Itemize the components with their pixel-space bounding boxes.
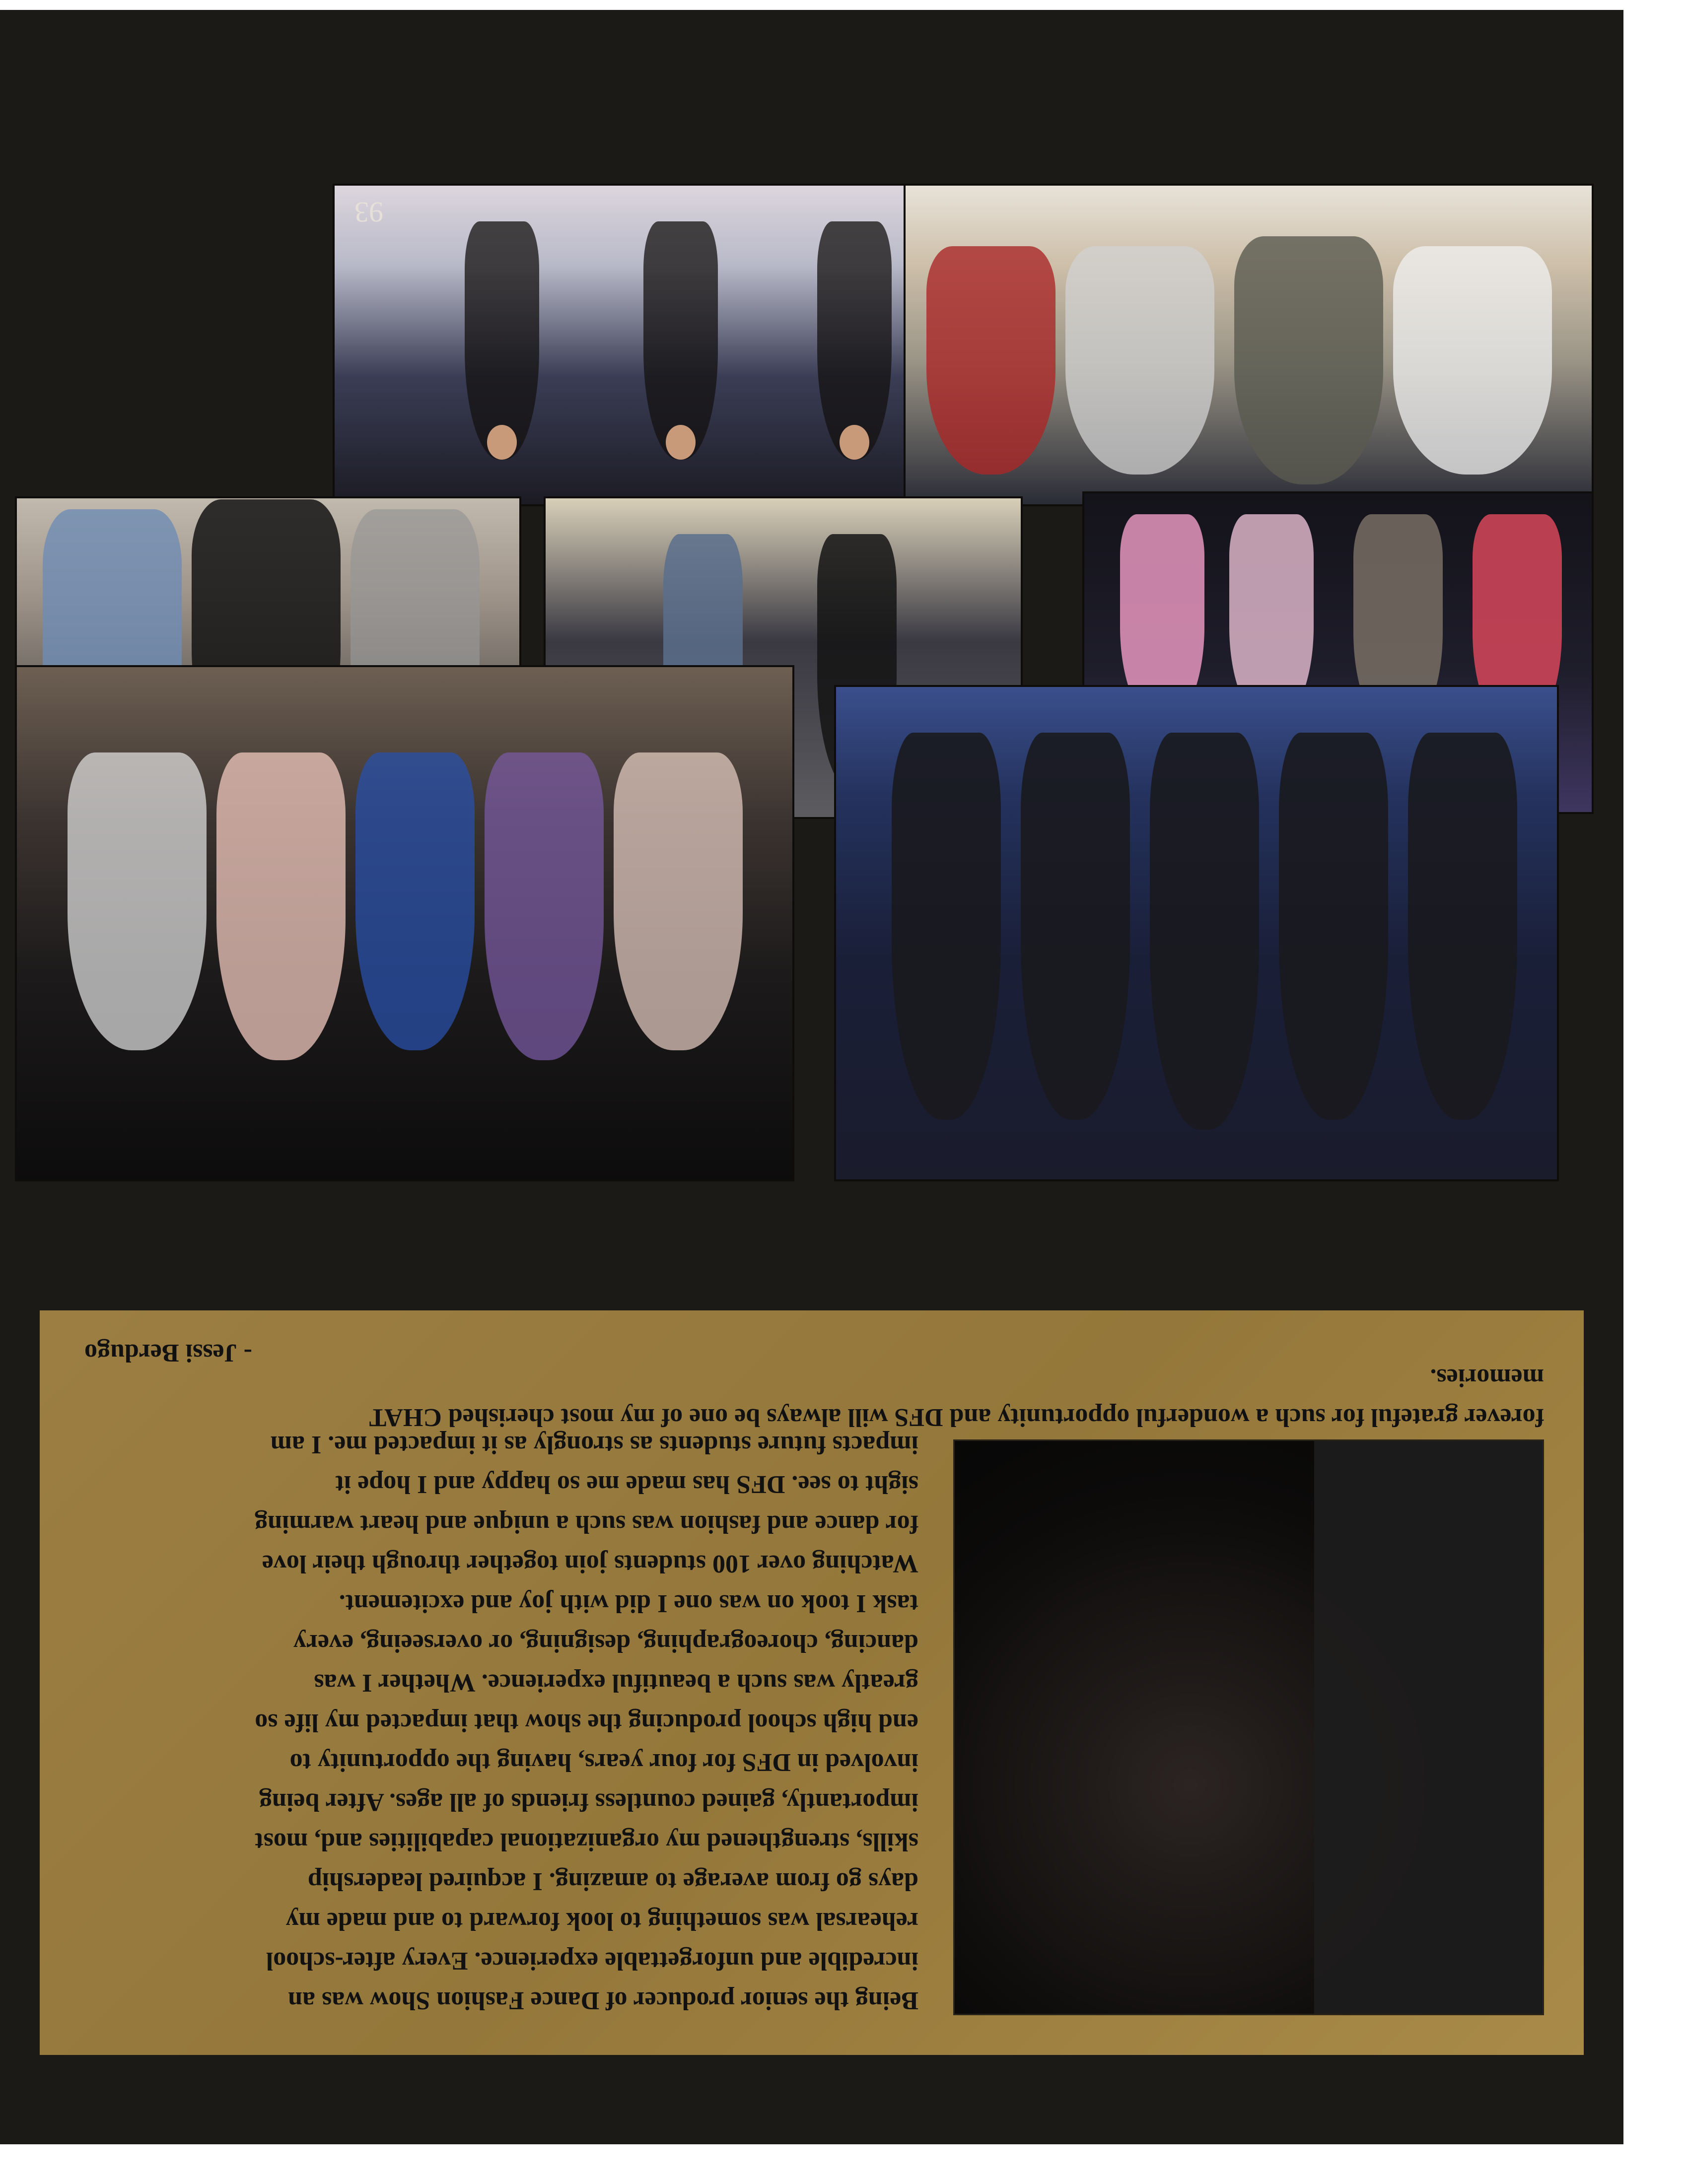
page-background [0, 10, 1623, 2144]
quote-line: Watching over 100 students join together through their love [262, 1550, 918, 1578]
photo-performers-tshirts [834, 685, 1559, 1181]
photo-finale-cast [15, 665, 794, 1181]
quote-line: involved in DFS for four years, having the opportunity to [289, 1748, 918, 1776]
photo-dancers-group [904, 184, 1594, 506]
quote-line: forever grateful for such a wonderful opportunity and DFS will always be one of my most cherished CHAT [369, 1403, 1544, 1432]
quote-line: sight to see. DFS has made me so happy and I hope it [335, 1470, 918, 1499]
quote-line: end high school producing the show that impacted my life so [255, 1708, 918, 1737]
producer-quote [74, 1425, 918, 2020]
quote-line: memories. [1430, 1364, 1544, 1392]
quote-line: importantly, gained countless friends of all ages. After being [259, 1788, 918, 1816]
photo-producers-speaking [953, 1439, 1544, 2015]
producer-quote-continued [74, 1358, 1544, 1437]
quote-line: rehearsal was something to look forward to and made my [285, 1907, 918, 1935]
quote-attribution: - Jessi Berdugo [84, 1339, 252, 1367]
quote-line: greatly was such a beautiful experience. Whether I was [314, 1669, 918, 1697]
quote-line: Being the senior producer of Dance Fashion Show was an [288, 1986, 918, 2015]
quote-line: days go from average to amazing. I acquired leadership [307, 1867, 918, 1896]
quote-line: incredible and unforgettable experience. Every after-school [266, 1947, 918, 1975]
quote-line: for dance and fashion was such a unique and heart warming [255, 1510, 918, 1538]
feature-panel [40, 1310, 1584, 2055]
quote-line: dancing, choreographing, designing, or overseeing, every [293, 1629, 918, 1657]
quote-line: skills, strengthened my organizational capabilities and, most [255, 1828, 918, 1856]
quote-line: task I took on was one I did with joy and excitement. [339, 1589, 918, 1618]
quote-line: impacts future students as strongly as it impacted me. I am [270, 1431, 918, 1459]
page-number: 93 [354, 196, 383, 228]
